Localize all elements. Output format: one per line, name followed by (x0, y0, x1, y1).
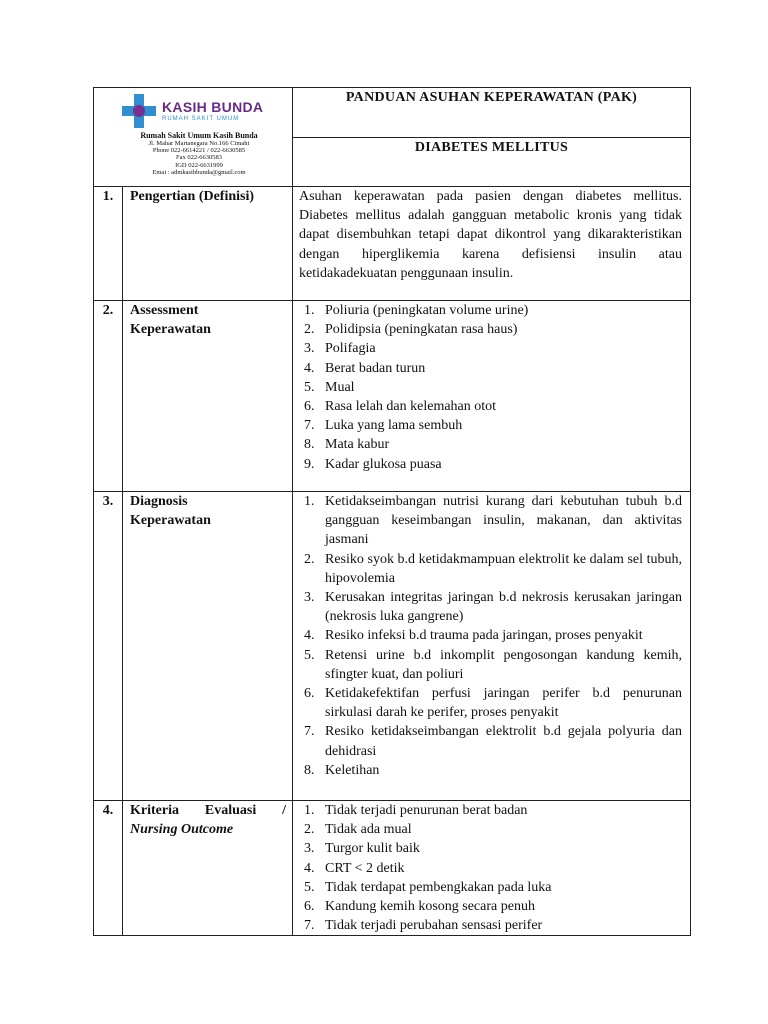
hospital-logo (122, 94, 284, 128)
list-item-number: 1. (304, 803, 315, 818)
document-subtitle: DIABETES MELLITUS (293, 137, 691, 187)
section-content (293, 492, 691, 801)
outcome-list (299, 801, 682, 935)
section-label-line: Assessment (130, 303, 199, 318)
list-item-number: 7. (304, 724, 315, 740)
hospital-email: Emai : admkasihbunda@gmail.com (152, 168, 246, 176)
list-item-text: Mata kabur (325, 437, 390, 453)
list-item-number: 7. (304, 418, 315, 434)
document-title: PANDUAN ASUHAN KEPERAWATAN (PAK) (293, 88, 691, 138)
list-item-number: 4. (304, 360, 315, 376)
list-item-text: Kerusakan integritas jaringan b.d nekrosis kerusakan jaringan (nekrosis luka gangrene) (325, 590, 682, 625)
list-item-number: 3. (304, 841, 315, 857)
brand-name: KASIH BUNDA (162, 98, 264, 115)
list-item-text: Ketidakseimbangan nutrisi kurang dari kebutuhan tubuh b.d gangguan keseimbangan insulin, makanan, dan aktivitas jasmani (325, 494, 682, 548)
list-item-text: Polifagia (325, 341, 376, 357)
list-item-text: CRT < 2 detik (325, 860, 405, 876)
list-item (299, 897, 682, 916)
list-item-number: 8. (304, 437, 315, 453)
hospital-name: Rumah Sakit Umum Kasih Bunda (140, 131, 258, 140)
section-number: 4. (94, 801, 123, 936)
hospital-phone: Phone 022-6614221 / 022-6630585 (152, 147, 246, 155)
list-item (299, 820, 682, 839)
list-item-number: 8. (304, 762, 315, 778)
list-item (299, 435, 682, 454)
diagnosis-list (299, 492, 682, 780)
list-item-text: Rasa lelah dan kelemahan otot (325, 399, 497, 415)
list-item-text: Poliuria (peningkatan volume urine) (325, 303, 529, 318)
section-content (293, 801, 691, 936)
list-item-number: 1. (304, 494, 315, 509)
section-label-line: Keperawatan (130, 513, 211, 529)
section-number: 1. (94, 187, 123, 301)
list-item-text: Turgor kulit baik (325, 841, 420, 857)
list-item (299, 320, 682, 339)
list-item-text: Resiko ketidakseimbangan elektrolit b.d gejala polyuria dan dehidrasi (325, 724, 682, 759)
list-item (299, 339, 682, 358)
list-item-number: 5. (304, 647, 315, 663)
label-word: / (282, 803, 286, 818)
hospital-logo-block (94, 88, 293, 187)
list-item-text: Tidak ada mual (325, 822, 412, 838)
section-label-line: Nursing Outcome (130, 822, 234, 838)
list-item-text: Keletihan (325, 762, 380, 778)
list-item-number: 2. (304, 322, 315, 338)
list-item-text: Retensi urine b.d inkomplit pengosongan kandung kemih, sfingter kuat, dan poliuri (325, 647, 682, 682)
medical-cross-icon (122, 94, 156, 128)
list-item-text: Tidak terjadi penurunan berat badan (325, 803, 528, 818)
list-item (299, 416, 682, 435)
list-item-number: 1. (304, 303, 315, 318)
list-item (299, 301, 682, 320)
section-label-line: Diagnosis (130, 494, 188, 509)
list-item-text: Polidipsia (peningkatan rasa haus) (325, 322, 518, 338)
list-item (299, 722, 682, 760)
list-item-text: Kandung kemih kosong secara penuh (325, 899, 535, 915)
list-item-number: 4. (304, 628, 315, 644)
list-item (299, 801, 682, 820)
hospital-address: Jl. Mahar Martanegara No.166 Cimahi (148, 140, 250, 147)
assessment-list (299, 301, 682, 474)
list-item-number: 3. (304, 341, 315, 357)
list-item-text: Ketidakefektifan perfusi jaringan perifer b.d penurunan sirkulasi darah ke perifer, proses penyakit (325, 686, 682, 721)
list-item-number: 6. (304, 899, 315, 915)
list-item (299, 455, 682, 474)
brand-subtitle: RUMAH SAKIT UMUM (162, 115, 240, 122)
list-item-number: 4. (304, 860, 315, 876)
section-label (123, 492, 293, 801)
section-label-line: Keperawatan (130, 322, 211, 338)
list-item-text: Kadar glukosa puasa (325, 456, 442, 472)
section-number: 3. (94, 492, 123, 801)
list-item (299, 859, 682, 878)
list-item-number: 9. (304, 456, 315, 472)
list-item-text: Mual (325, 379, 355, 395)
list-item-text: Berat badan turun (325, 360, 426, 376)
list-item-number: 2. (304, 551, 315, 567)
definition-text: Asuhan keperawatan pada pasien dengan diabetes mellitus. Diabetes mellitus adalah gangguan metabolic kronis yang tidak dapat disembuhkan tetapi dapat dikontrol yang dikarakteristikan dengan hiperglikemia karena defisiensi insulin atau ketidakadekuatan penggunaan insulin. (299, 189, 682, 281)
list-item-number: 6. (304, 399, 315, 415)
list-item-number: 7. (304, 918, 315, 934)
list-item (299, 761, 682, 780)
section-content (293, 301, 691, 492)
list-item (299, 646, 682, 684)
section-label (123, 301, 293, 492)
list-item-text: Resiko syok b.d ketidakmampuan elektrolit ke dalam sel tubuh, hipovolemia (325, 551, 682, 586)
section-row (94, 801, 691, 936)
list-item (299, 588, 682, 626)
list-item-number: 3. (304, 590, 315, 606)
list-item (299, 378, 682, 397)
list-item (299, 839, 682, 858)
label-word: Kriteria (130, 803, 179, 818)
list-item-text: Luka yang lama sembuh (325, 418, 463, 434)
hospital-igd: IGD 022-6631999 (175, 161, 223, 169)
section-row (94, 187, 691, 301)
hospital-fax: Fax 022-6630583 (175, 154, 223, 162)
section-label (123, 187, 293, 301)
list-item (299, 397, 682, 416)
section-number: 2. (94, 301, 123, 492)
section-row (94, 301, 691, 492)
list-item-text: Tidak terdapat pembengkakan pada luka (325, 879, 552, 895)
section-row (94, 492, 691, 801)
section-label-line: Pengertian (Definisi) (130, 189, 255, 204)
list-item-number: 5. (304, 879, 315, 895)
list-item (299, 626, 682, 645)
list-item (299, 550, 682, 588)
list-item (299, 492, 682, 550)
list-item-number: 5. (304, 379, 315, 395)
list-item (299, 684, 682, 722)
label-word: Evaluasi (204, 803, 257, 818)
panduan-table (93, 87, 691, 936)
list-item-number: 6. (304, 686, 315, 702)
section-label-line (130, 801, 286, 820)
list-item (299, 916, 682, 935)
list-item-text: Resiko infeksi b.d trauma pada jaringan, proses penyakit (325, 628, 643, 644)
list-item (299, 359, 682, 378)
section-label (123, 801, 293, 936)
list-item (299, 878, 682, 897)
list-item-number: 2. (304, 822, 315, 838)
list-item-text: Tidak terjadi perubahan sensasi perifer (325, 918, 543, 934)
section-content (293, 187, 691, 301)
